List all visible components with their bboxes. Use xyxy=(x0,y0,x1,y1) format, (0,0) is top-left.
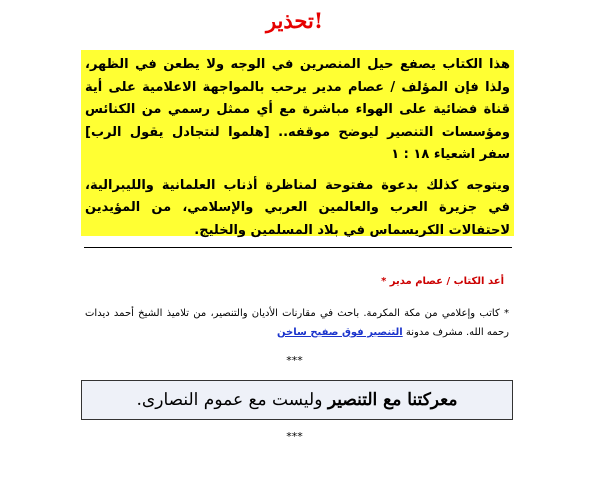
warning-paragraph-1: هذا الكتاب يصفع حيل المنصرين في الوجه ولا يطعن في الظهر، ولذا فإن المؤلف / عصام مدير يرحب بالمواجهة الاعلامية على أية قناة فضائية على الهواء مباشرة مع أي ممثل رسمي من الكنائس ومؤسسات التنصير ليوضح موقفه.. [هلموا لنتجادل يقول الرب] سفر اشعياء ١٨ : ١ xyxy=(85,57,510,162)
author-bio-text: * كاتب وإعلامي من مكة المكرمة. باحث في مقارنات الأديان والتنصير، من تلاميذ الشيخ أحمد ديدات رحمه الله. مشرف مدونة xyxy=(85,308,509,338)
separator-stars-bottom: *** xyxy=(286,430,303,443)
slogan-bold: معركتنا مع التنصير xyxy=(327,390,458,410)
warning-box xyxy=(81,50,514,236)
slogan-normal: وليست مع عموم النصارى. xyxy=(136,390,328,410)
horizontal-divider xyxy=(84,247,512,248)
blog-link[interactable]: التنصير فوق صفيح ساخن xyxy=(277,327,403,338)
author-bio xyxy=(85,304,509,342)
slogan-banner xyxy=(81,380,513,420)
author-label: أعد الكتاب / عصام مدير * xyxy=(381,276,504,287)
warning-title: تحذير! xyxy=(265,8,324,33)
warning-paragraph-2: ويتوجه كذلك بدعوة مفتوحة لمناظرة أذناب العلمانية والليبرالية، في جزيرة العرب والعالمين العربي والإسلامي، من المؤيدين لاحتفالات الكريسماس في بلاد المسلمين والخليج. xyxy=(85,177,510,238)
separator-stars-top: *** xyxy=(286,354,303,367)
